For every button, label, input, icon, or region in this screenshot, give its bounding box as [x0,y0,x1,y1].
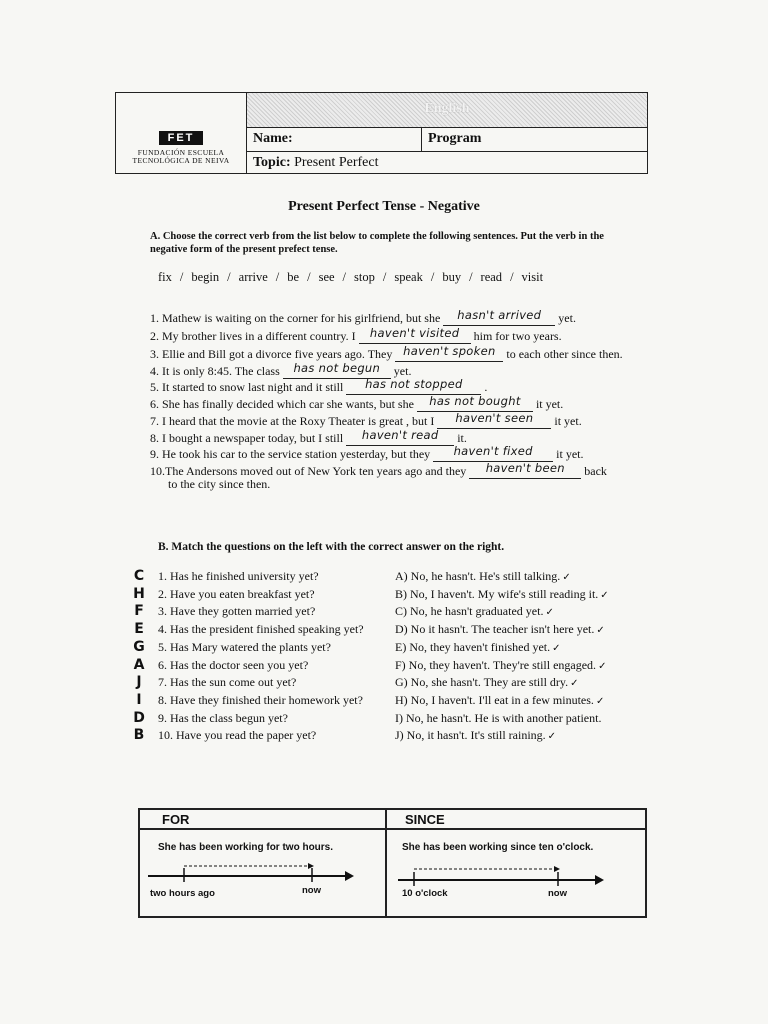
header-box [115,92,648,174]
sentence-ending: . [484,380,488,394]
sentence-ending: it yet. [556,447,584,461]
handwritten-answer: haven't spoken [403,344,496,358]
match-answer [395,622,605,638]
check-mark-icon: ✓ [552,643,561,654]
handwritten-answer: haven't read [361,428,439,442]
sentence-text: 9. He took his car to the service station yesterday, but they [150,447,431,461]
match-question: 6. Has the doctor seen you yet? [158,658,309,672]
logo-line-2: TECNOLÓGICA DE NEIVA [132,156,230,165]
match-question: 2. Have you eaten breakfast yet? [158,587,315,601]
course-banner [247,93,647,128]
handwritten-match-letter: J [136,674,142,690]
match-answer-text: E) No, they haven't finished yet. [395,640,551,654]
match-answer-text: C) No, he hasn't graduated yet. [395,604,544,618]
for-end-label: now [302,885,321,896]
verb-separator: / [179,270,184,284]
topic-value: Present Perfect [294,155,379,170]
match-answer [395,711,603,727]
verb-separator: / [275,270,280,284]
check-mark-icon: ✓ [547,731,557,742]
answer-blank[interactable] [417,394,533,412]
verb-option: be [287,270,300,284]
answer-blank[interactable] [433,444,553,462]
answer-blank[interactable] [443,308,555,326]
sentence-ending: to each other since then. [506,347,623,361]
sentence-text: 2. My brother lives in a different country. I [150,329,356,343]
sentence-text: 5. It started to snow last night and it still [150,380,344,394]
sentence-item [150,344,623,362]
match-answer [395,693,604,709]
verb-separator: / [307,270,311,284]
handwritten-match-letter: D [133,710,145,726]
match-question: 3. Have they gotten married yet? [158,604,316,618]
handwritten-answer: haven't visited [369,326,460,340]
match-answer [395,658,606,674]
section-b-instructions: B. Match the questions on the left with the correct answer on the right. [158,541,505,553]
check-mark-icon: ✓ [562,572,571,583]
match-answer-text: F) No, they haven't. They're still engaged. [395,658,597,672]
verb-option: see [318,270,335,284]
match-question: 1. Has he finished university yet? [158,569,319,583]
name-field[interactable] [247,128,422,152]
handwritten-match-letter: H [133,586,145,602]
sentence-item [150,444,584,462]
check-mark-icon: ✓ [598,661,607,672]
for-since-box [138,808,647,918]
match-answer [395,604,554,620]
check-mark-icon: ✓ [595,696,605,707]
check-mark-icon: ✓ [600,590,609,601]
handwritten-match-letter: E [134,621,144,637]
sentence-text: 1. Mathew is waiting on the corner for his girlfriend, but she [150,311,441,325]
match-answer-text: D) No it hasn't. The teacher isn't here yet. [395,622,595,636]
match-question: 7. Has the sun come out yet? [158,675,297,689]
sentence-10-continuation: to the city since then. [168,477,271,491]
answer-blank[interactable] [346,377,481,395]
verb-separator: / [510,270,514,284]
match-answer-text: J) No, it hasn't. It's still raining. [395,728,546,742]
handwritten-answer: haven't been [485,461,565,475]
for-start-label: two hours ago [150,888,215,899]
check-mark-icon: ✓ [596,625,605,636]
verb-separator: / [430,270,435,284]
institution-logo: FET [159,131,203,145]
handwritten-answer: has not bought [429,394,521,408]
verb-list [158,270,648,285]
verb-option: visit [521,270,544,284]
since-heading: SINCE [387,810,645,830]
handwritten-match-letter: G [133,639,145,655]
verb-separator: / [469,270,473,284]
match-answer [395,587,609,603]
sentence-ending: it yet. [554,414,582,428]
match-answer-text: I) No, he hasn't. He is with another patient. [395,711,602,725]
topic-label: Topic: Present Perfect [253,155,379,170]
match-question: 8. Have they finished their homework yet? [158,693,363,707]
match-answer-text: H) No, I haven't. I'll eat in a few minutes. [395,693,594,707]
match-answer-text: B) No, I haven't. My wife's still reading it. [395,587,599,601]
topic-field [247,152,647,173]
match-answer [395,569,571,585]
handwritten-answer: has not stopped [365,377,463,391]
verb-separator: / [227,270,231,284]
answer-blank[interactable] [395,344,503,362]
sentence-ending: back [584,464,607,478]
match-answer [395,640,561,656]
sentence-item [150,326,562,344]
sentence-text: 8. I bought a newspaper today, but I still [150,431,344,445]
timeline-diagrams [140,858,645,890]
match-answer [395,728,556,744]
sentence-text: 3. Ellie and Bill got a divorce five years ago. They [150,347,393,361]
check-mark-icon: ✓ [570,678,579,689]
sentence-ending: it yet. [535,397,564,411]
handwritten-answer: hasn't arrived [457,308,542,322]
sentence-ending: yet. [393,364,412,378]
match-answer-text: G) No, she hasn't. They are still dry. [395,675,569,689]
handwritten-answer: haven't fixed [453,444,533,458]
verb-option: begin [191,270,220,284]
verb-option: speak [394,270,423,284]
for-heading: FOR [140,810,385,830]
verb-option: arrive [238,270,268,284]
since-start-label: 10 o'clock [402,888,448,899]
banner-text: English [424,101,470,116]
program-label: Program [428,131,482,146]
since-example-sentence: She has been working since ten o'clock. [402,842,594,853]
for-timeline [148,863,354,882]
handwritten-match-letter: I [136,692,142,708]
sentence-text: 10.The Andersons moved out of New York ten years ago and they [150,464,467,478]
logo-line-1: FUNDACIÓN ESCUELA [137,148,225,157]
sentence-ending: it. [457,431,467,445]
verb-separator: / [382,270,387,284]
answer-blank[interactable] [359,326,471,344]
match-question: 5. Has Mary watered the plants yet? [158,640,331,654]
match-question: 4. Has the president finished speaking yet? [158,622,364,636]
match-question: 9. Has the class begun yet? [158,711,288,725]
match-answer [395,675,579,691]
sentence-item [150,411,582,429]
answer-blank[interactable] [346,428,454,446]
sentence-item [150,428,467,446]
verb-option: read [480,270,503,284]
sentence-ending: yet. [558,311,576,325]
verb-separator: / [342,270,347,284]
name-label: Name: [253,131,293,146]
since-timeline [398,866,604,886]
sentence-text: 6. She has finally decided which car she wants, but she [150,397,414,411]
sentence-text: 4. It is only 8:45. The class [150,364,280,378]
verb-option: buy [442,270,462,284]
handwritten-answer: haven't seen [455,411,534,425]
verb-option: fix [158,270,172,284]
handwritten-answer: has not begun [293,361,381,375]
program-field[interactable] [422,128,647,152]
match-question: 10. Have you read the paper yet? [158,728,317,742]
handwritten-match-letter: C [133,568,145,584]
answer-blank[interactable] [437,411,551,429]
sentence-item [150,394,564,412]
check-mark-icon: ✓ [545,607,554,618]
sentence-text: 7. I heard that the movie at the Roxy Theater is great , but I [150,414,435,428]
verb-option: stop [354,270,375,284]
handwritten-match-letter: B [133,727,145,743]
answer-blank[interactable] [469,461,581,479]
for-example-sentence: She has been working for two hours. [158,842,334,853]
handwritten-match-letter: A [133,657,145,673]
match-answer-text: A) No, he hasn't. He's still talking. [395,569,561,583]
sentence-ending: him for two years. [473,329,562,343]
page-title: Present Perfect Tense - Negative [288,199,480,214]
handwritten-match-letter: F [134,603,144,619]
sentence-item [150,308,576,326]
since-end-label: now [548,888,567,899]
logo-cell [116,93,247,173]
section-a-instructions: A. Choose the correct verb from the list below to complete the following sentences. Put the verb in the negative form of the present prefect tense. [150,231,604,255]
sentence-item [150,377,488,395]
